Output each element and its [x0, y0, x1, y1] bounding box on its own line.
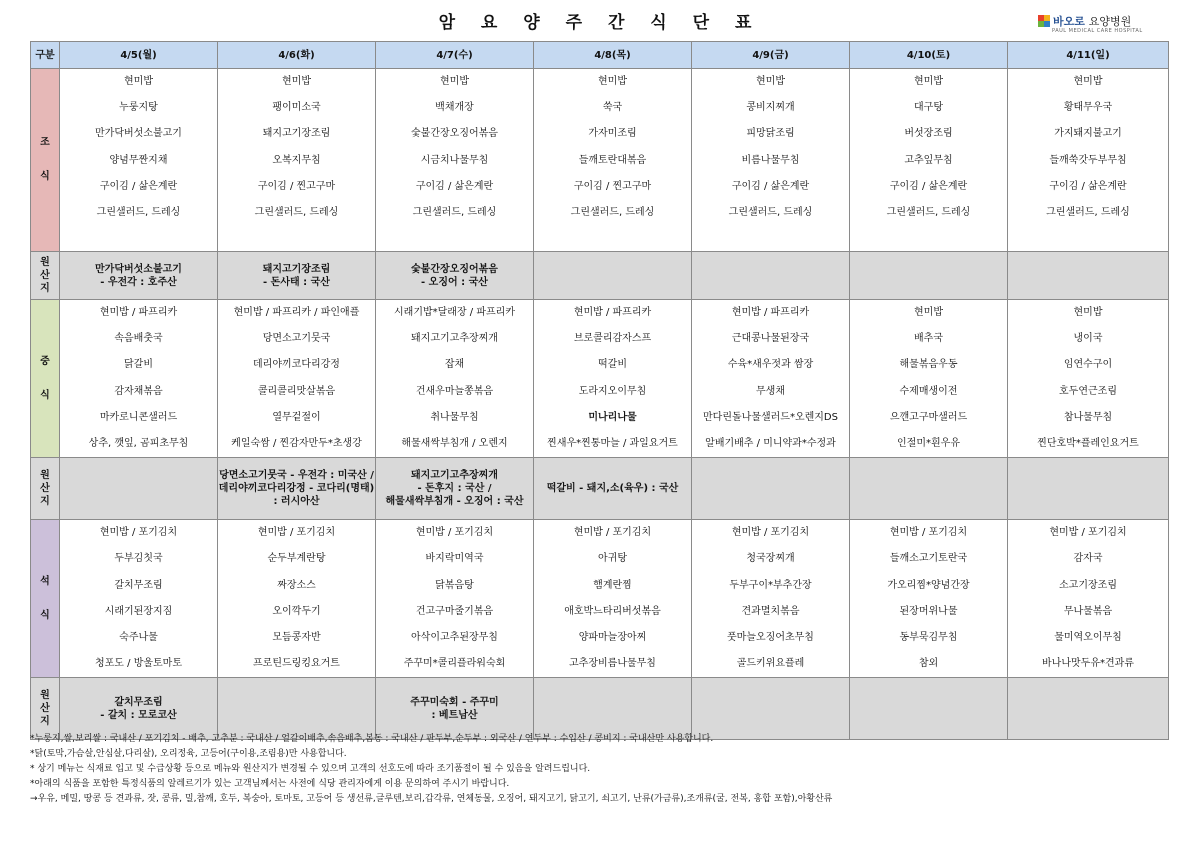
menu-item: 비름나물무침 [741, 154, 800, 166]
menu-item: 수육*새우젓과 쌈장 [727, 359, 814, 371]
day-header: 4/9(금) [692, 42, 850, 69]
meal-label [31, 69, 60, 252]
menu-item: 현미밥 [124, 76, 153, 87]
menu-item: 누룽지탕 [119, 102, 158, 114]
origin-label [31, 678, 60, 740]
menu-cell [218, 69, 376, 252]
menu-item: 오이깍두기 [272, 605, 321, 617]
menu-item: 오복지무침 [272, 154, 321, 166]
menu-item: 임연수구이 [1063, 359, 1113, 371]
menu-item: 황태무우국 [1063, 102, 1113, 114]
menu-item: 주꾸미*콜리플라워숙회 [403, 658, 506, 670]
row-label-char: 중 [40, 355, 50, 367]
menu-item: 만가닥버섯소불고기 [95, 128, 182, 140]
row-label-char: 원 [40, 690, 50, 702]
menu-item: 케일숙쌈 / 찐감자만두*초생강 [231, 437, 362, 449]
day-header: 4/5(월) [60, 42, 218, 69]
menu-item: 가자미조림 [588, 128, 637, 140]
menu-item: 된장머위나물 [899, 605, 958, 617]
menu-item: 현미밥 [914, 307, 943, 318]
dinner-row [31, 520, 1169, 678]
menu-cell [692, 520, 850, 678]
menu-item: 고추잎무침 [904, 154, 953, 166]
menu-item: 현미밥 / 파프리카 [573, 307, 652, 318]
menu-item: 당면소고기뭇국 [262, 333, 331, 345]
menu-item: 순두부계란탕 [267, 553, 326, 565]
menu-item: 닭갈비 [124, 359, 153, 371]
origin-text: 주꾸미숙회 - 주꾸미 [410, 696, 499, 708]
origin-cell [850, 458, 1008, 520]
menu-item: 콜리콜리맛살볶음 [257, 385, 336, 397]
menu-item: 들깨토란대볶음 [578, 154, 647, 166]
menu-item: 물미역오이무침 [1054, 631, 1122, 643]
breakfast-row [31, 69, 1169, 252]
origin-cell [218, 678, 376, 740]
menu-cell [60, 300, 218, 458]
menu-item: 애호박느타리버섯볶음 [564, 605, 661, 617]
origin-text: 돼지고기고추장찌개 [411, 470, 498, 482]
origin-text: - 돈사태 : 국산 [263, 276, 330, 288]
origin-text: - 갈치 : 모로코산 [100, 709, 177, 721]
menu-item: 그린샐러드, 드레싱 [96, 206, 181, 218]
logo-mark-icon [1038, 15, 1050, 27]
menu-item: 잡채 [444, 359, 465, 371]
menu-item: 구이김 / 삶은계란 [1049, 180, 1127, 192]
origin-cell [692, 678, 850, 740]
menu-cell [850, 520, 1008, 678]
lunch-row [31, 300, 1169, 458]
origin-label [31, 458, 60, 520]
menu-item: 가오리찜*양념간장 [887, 579, 970, 591]
menu-item: 마카로니콘샐러드 [99, 411, 178, 423]
menu-item: 냉이국 [1073, 333, 1103, 345]
menu-item: 현미밥 / 포기김치 [731, 527, 810, 539]
origin-cell [60, 678, 218, 740]
menu-cell [60, 69, 218, 252]
origin-text: 만가닥버섯소불고기 [95, 263, 182, 275]
menu-item: 갈치무조림 [114, 579, 163, 591]
menu-item: 그린샐러드, 드레싱 [254, 206, 339, 218]
origin-text: 떡갈비 - 돼지,소(육우) : 국산 [546, 483, 679, 495]
menu-item: 현미밥 [440, 76, 469, 87]
menu-item: 인절미*흰우유 [897, 437, 960, 449]
menu-item: 알배기배추 / 미니약과*수정과 [705, 437, 836, 449]
menu-item: 감자국 [1073, 553, 1103, 565]
menu-item: 현미밥 / 포기김치 [415, 527, 494, 539]
menu-item: 시금치나물무침 [420, 154, 489, 166]
logo-brand: 바오로 [1053, 15, 1085, 28]
menu-item: 풋마늘오징어초무침 [727, 631, 814, 643]
menu-cell [534, 520, 692, 678]
menu-item: 해물새싹부침개 / 오렌지 [401, 437, 508, 449]
day-header: 4/11(일) [1008, 42, 1169, 69]
day-header: 4/8(목) [534, 42, 692, 69]
origin-text: 당면소고기뭇국 - 우전각 : 미국산 / 데리야끼코다리강정 - 코다리(명태) : 러시아산 [218, 470, 375, 508]
menu-item: 수제매생이전 [899, 385, 958, 397]
menu-cell [692, 300, 850, 458]
menu-item: 감자채볶음 [114, 385, 163, 397]
menu-item: 현미밥 / 파프리카 [99, 307, 178, 318]
menu-item: 숙주나물 [119, 631, 158, 643]
menu-item: 도라지오이무침 [578, 385, 647, 397]
menu-item: 떡갈비 [598, 359, 627, 371]
menu-item: 배추국 [914, 333, 943, 345]
menu-item: 참외 [918, 658, 939, 670]
dinner-origin-row [31, 678, 1169, 740]
footnote-line: *누룽지,쌀,보리쌀 : 국내산 / 포기김치 - 배추, 고추분 : 국내산 / 얼갈이배추,솎음배추,봄동 : 국내산 / 판두부,순두부 : 외국산 / 연두부 : 수입산 / 콩비지 : 국내산만 사용합니다. [30, 734, 714, 744]
menu-item: 현미밥 / 포기김치 [257, 527, 336, 539]
menu-cell [534, 69, 692, 252]
menu-item: 현미밥 / 포기김치 [889, 527, 968, 539]
origin-cell [218, 252, 376, 300]
origin-cell [376, 678, 534, 740]
menu-cell [850, 69, 1008, 252]
day-header: 4/6(화) [218, 42, 376, 69]
meal-label [31, 520, 60, 678]
menu-item: 팽이미소국 [272, 102, 321, 114]
origin-cell [850, 678, 1008, 740]
menu-cell [850, 300, 1008, 458]
menu-item: 두부구이*부추간장 [729, 579, 812, 591]
menu-item: 돼지고기장조림 [262, 128, 331, 140]
menu-item: 구이김 / 찐고구마 [257, 180, 336, 192]
menu-item: 현미밥 [282, 76, 311, 87]
origin-cell [692, 458, 850, 520]
weekly-menu-table [30, 41, 1169, 740]
menu-item: 취나물무침 [430, 411, 479, 423]
menu-item: 그린샐러드, 드레싱 [1046, 206, 1130, 218]
menu-item: 미나리나물 [588, 411, 637, 423]
menu-cell [376, 300, 534, 458]
menu-cell [376, 520, 534, 678]
menu-cell [692, 69, 850, 252]
breakfast-origin-row [31, 252, 1169, 300]
origin-cell [534, 458, 692, 520]
menu-item: 찐단호박*플레인요거트 [1037, 437, 1139, 449]
menu-item: 짜장소스 [277, 579, 316, 591]
menu-item: 쑥국 [602, 102, 623, 114]
menu-item: 건고구마줄기볶음 [415, 605, 494, 617]
day-header: 4/7(수) [376, 42, 534, 69]
footnote-line: *아래의 식품을 포함한 특정식품의 알레르기가 있는 고객님께서는 사전에 식당 관리자에게 이용 문의하여 주시기 바랍니다. [30, 779, 510, 789]
origin-text: 해물새싹부침개 - 오징어 : 국산 [385, 496, 524, 508]
day-header: 4/10(토) [850, 42, 1008, 69]
menu-item: 시래기밥*달래장 / 파프리카 [394, 307, 515, 318]
menu-item: 청포도 / 방울토마토 [94, 658, 182, 670]
origin-text: 숯불간장오징어볶음 [411, 263, 498, 275]
menu-item: 현미밥 [1073, 307, 1103, 318]
menu-item: 그린샐러드, 드레싱 [728, 206, 813, 218]
row-label-char: 산 [40, 483, 50, 495]
origin-cell [376, 252, 534, 300]
menu-item: 골드키위요플레 [736, 658, 805, 670]
logo-suffix: 요양병원 [1088, 15, 1132, 28]
menu-item: 현미밥 [756, 76, 785, 87]
menu-item: 닭볶음탕 [435, 579, 474, 591]
menu-item: 동부묵김무침 [899, 631, 958, 643]
menu-item: 아귀탕 [598, 553, 627, 565]
menu-item: 현미밥 / 포기김치 [99, 527, 178, 539]
origin-cell [1008, 678, 1169, 740]
origin-cell [376, 458, 534, 520]
origin-text: 갈치무조림 [114, 696, 163, 708]
origin-cell [850, 252, 1008, 300]
footnote-line: * 상기 메뉴는 식재료 입고 및 수급상황 등으로 메뉴와 원산지가 변경될 수 있으며 고객의 선호도에 따라 조기품절이 될 수 있음을 알려드립니다. [30, 764, 591, 774]
menu-item: 들깨소고기토란국 [889, 553, 968, 565]
menu-item: 현미밥 / 파프리카 / 파인애플 [233, 307, 360, 318]
menu-item: 피망닭조림 [746, 128, 795, 140]
logo-tagline: PAUL MEDICAL CARE HOSPITAL [1052, 28, 1143, 34]
origin-label [31, 252, 60, 300]
row-label-char: 원 [40, 257, 50, 268]
menu-item: 현미밥 / 포기김치 [573, 527, 652, 539]
menu-item: 그린샐러드, 드레싱 [570, 206, 655, 218]
origin-text: - 돈후지 : 국산 / [417, 483, 492, 495]
menu-item: 구이김 / 삶은계란 [415, 180, 494, 192]
row-label-char: 식 [40, 609, 50, 621]
menu-item: 돼지고기고추장찌개 [411, 333, 498, 345]
menu-item: 무생채 [756, 385, 785, 397]
menu-item: 양파마늘장아찌 [578, 631, 647, 643]
menu-item: 참나물무침 [1063, 411, 1113, 423]
lunch-origin-row [31, 458, 1169, 520]
menu-item: 브로콜리감자스프 [573, 333, 652, 345]
menu-cell [376, 69, 534, 252]
menu-item: 구이김 / 삶은계란 [731, 180, 810, 192]
menu-item: 속음배춧국 [114, 333, 163, 345]
menu-item: 햄계란찜 [593, 579, 632, 591]
footnote-line: *닭(토막,가슴살,안심살,다리살), 오리정육, 고등어(구이용,조림용)만 사용합니다. [30, 749, 347, 759]
menu-item: 모듬콩자반 [272, 631, 321, 643]
menu-cell [1008, 520, 1169, 678]
table-header-row [31, 42, 1169, 69]
menu-item: 현미밥 [1073, 76, 1103, 87]
menu-item: 상추, 깻잎, 곰피초무침 [88, 437, 189, 449]
origin-cell [60, 458, 218, 520]
menu-item: 만다린돌나물샐러드*오렌지DS [703, 411, 838, 423]
row-label-char: 지 [40, 716, 50, 728]
corner-label: 구분 [31, 42, 60, 69]
menu-item: 현미밥 [914, 76, 943, 87]
origin-text: - 오징어 : 국산 [421, 276, 488, 288]
row-label-char: 산 [40, 703, 50, 715]
menu-item: 구이김 / 삶은계란 [889, 180, 968, 192]
menu-item: 소고기장조림 [1059, 579, 1117, 591]
menu-item: 숯불간장오징어볶음 [411, 128, 498, 140]
menu-item: 두부김칫국 [114, 553, 163, 565]
menu-item: 그린샐러드, 드레싱 [886, 206, 971, 218]
origin-cell [1008, 458, 1169, 520]
menu-item: 호두연근조림 [1059, 385, 1117, 397]
origin-text: 돼지고기장조림 [262, 263, 331, 275]
origin-cell [534, 252, 692, 300]
menu-item: 열무겉절이 [272, 411, 321, 423]
menu-item: 데리야끼코다리강정 [253, 359, 340, 371]
row-label-char: 식 [40, 171, 50, 182]
page-title: 암 요 양 주 간 식 단 표 [438, 13, 762, 33]
menu-item: 건새우마늘쫑볶음 [415, 385, 494, 397]
menu-item: 그린샐러드, 드레싱 [412, 206, 497, 218]
menu-item: 콩비지찌개 [746, 102, 795, 114]
menu-cell [534, 300, 692, 458]
menu-item: 근대콩나물된장국 [731, 333, 810, 345]
menu-item: 찐새우*찐통마늘 / 과일요거트 [547, 437, 678, 449]
origin-cell [534, 678, 692, 740]
meal-label [31, 300, 60, 458]
menu-item: 바지락미역국 [425, 553, 484, 565]
menu-item: 고추장비름나물무침 [569, 658, 656, 670]
origin-cell [218, 458, 376, 520]
menu-item: 바나나맛두유*견과류 [1042, 658, 1134, 670]
menu-item: 현미밥 [598, 76, 627, 87]
menu-cell [218, 300, 376, 458]
origin-text: : 베트남산 [431, 709, 478, 721]
menu-cell [1008, 300, 1169, 458]
row-label-char: 조 [40, 137, 50, 148]
menu-cell [60, 520, 218, 678]
menu-item: 가지돼지불고기 [1054, 128, 1122, 140]
row-label-char: 석 [40, 575, 50, 587]
menu-item: 견과멸치볶음 [741, 605, 800, 617]
menu-item: 구이김 / 삶은계란 [99, 180, 178, 192]
menu-item: 구이김 / 찐고구마 [573, 180, 652, 192]
footnote-line: →우유, 메밀, 땅콩 등 견과류, 잣, 콩류, 밀,참깨, 호두, 복숭아, 토마토, 고등어 등 생선류,글루텐,보리,갑각류, 연체동물, 오징어, 돼지고기, 닭고기, 쇠고기, 난류(가금류),조개류(굴, 전복, 홍합 포함),아황산류 [30, 794, 833, 804]
menu-item: 시래기된장지짐 [104, 605, 173, 617]
origin-cell [692, 252, 850, 300]
origin-text: - 우전각 : 호주산 [100, 276, 177, 288]
row-label-char: 지 [40, 283, 50, 294]
menu-cell [218, 520, 376, 678]
origin-cell [1008, 252, 1169, 300]
menu-item: 해물볶음우동 [899, 359, 958, 371]
menu-item: 버섯장조림 [904, 128, 953, 140]
menu-item: 들깨쑥갓두부무침 [1049, 154, 1127, 166]
menu-item: 양념무짠지채 [109, 154, 168, 166]
row-label-char: 원 [40, 470, 50, 482]
footnotes [30, 732, 1170, 807]
menu-item: 현미밥 / 파프리카 [731, 307, 810, 318]
menu-item: 무나물볶음 [1063, 605, 1113, 617]
menu-item: 대구탕 [914, 102, 943, 114]
row-label-char: 지 [40, 496, 50, 508]
menu-item: 백채개장 [435, 102, 474, 114]
menu-item: 아삭이고추된장무침 [411, 631, 498, 643]
menu-cell [1008, 69, 1169, 252]
logo-name [1053, 13, 1131, 29]
menu-item: 프로틴드링킹요거트 [253, 658, 340, 670]
row-label-char: 식 [40, 389, 50, 401]
origin-cell [60, 252, 218, 300]
row-label-char: 산 [40, 270, 50, 281]
menu-item: 현미밥 / 포기김치 [1049, 527, 1127, 539]
menu-item: 으깬고구마샐러드 [889, 411, 968, 423]
menu-item: 청국장찌개 [746, 553, 795, 565]
